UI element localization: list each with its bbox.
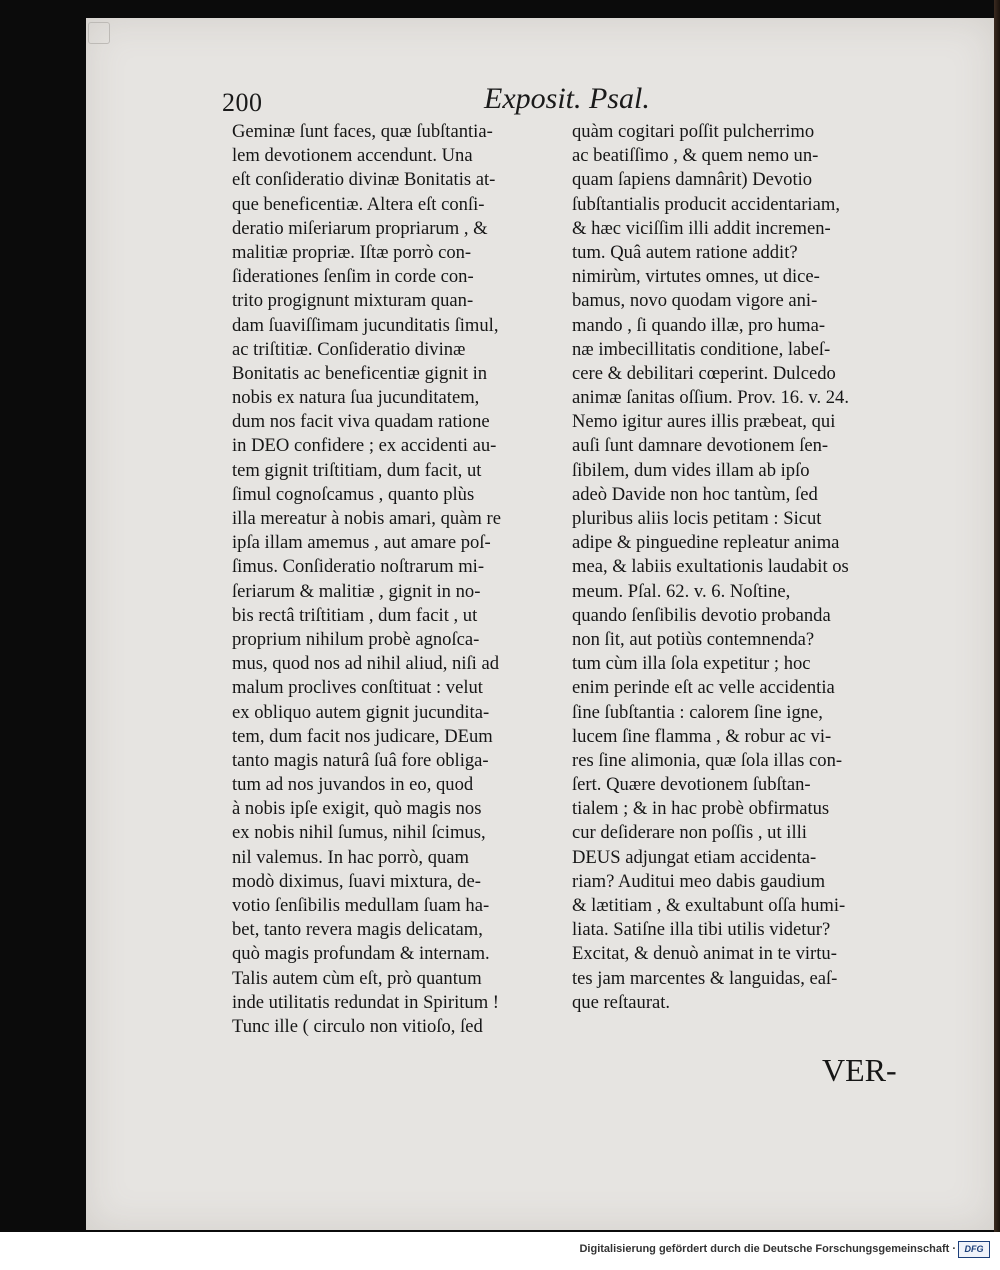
text-line: mea, & labiis exultationis laudabit os xyxy=(572,556,849,578)
text-line: quò magis profundam & internam. xyxy=(232,943,490,965)
text-line: ac triſtitiæ. Conſideratio divinæ xyxy=(232,338,466,360)
text-line: adipe & pinguedine repleatur anima xyxy=(572,532,840,554)
text-line: tem, dum facit nos judicare, DEum xyxy=(232,725,493,747)
text-line: bet, tanto revera magis delicatam, xyxy=(232,919,483,941)
text-line: deratio miſeriarum propriarum , & xyxy=(232,217,488,239)
text-line: DEUS adjungat etiam accidenta- xyxy=(572,846,817,868)
text-line: ac beatiſſimo , & quem nemo un- xyxy=(572,145,819,167)
text-line: Talis autem cùm eſt, prò quantum xyxy=(232,967,482,989)
text-line: votio ſenſibilis medullam ſuam ha- xyxy=(232,895,490,916)
text-line: ſeriarum & malitiæ , gignit in no- xyxy=(232,580,481,602)
text-line: ex nobis nihil ſumus, nihil ſcimus, xyxy=(232,822,486,844)
text-line: ipſa illam amemus , aut amare poſ- xyxy=(232,532,491,554)
text-line: ſubſtantialis producit accidentariam, xyxy=(572,193,840,215)
text-line: modò diximus, ſuavi mixtura, de- xyxy=(232,870,481,892)
text-line: cur deſiderare non poſſis , ut illi xyxy=(572,822,807,844)
text-line: mando , ſi quando illæ, pro huma- xyxy=(572,314,826,336)
text-line: malum proclives conſtituat : velut xyxy=(232,677,483,699)
text-line: tum. Quâ autem ratione addit? xyxy=(572,241,798,263)
text-line: non ſit, aut potiùs contemnenda? xyxy=(572,628,815,650)
right-text-column xyxy=(572,120,900,1015)
text-line: malitiæ propriæ. Iſtæ porrò con- xyxy=(232,241,472,263)
dfg-logo: DFG xyxy=(958,1241,990,1258)
text-line: quando ſenſibilis devotio probanda xyxy=(572,604,831,626)
text-line: auſi ſunt damnare devotionem ſen- xyxy=(572,435,829,457)
text-line: ſibilem, dum vides illam ab ipſo xyxy=(572,459,810,481)
text-line: bamus, novo quodam vigore ani- xyxy=(572,290,818,312)
text-line: tialem ; & in hac probè obfirmatus xyxy=(572,798,830,820)
text-line: & hæc viciſſim illi addit incremen- xyxy=(572,217,831,239)
text-line: adeò Davide non hoc tantùm, ſed xyxy=(572,483,818,505)
text-line: illa mereatur à nobis amari, quàm re xyxy=(232,508,501,529)
text-line: que beneficentiæ. Altera eſt conſi- xyxy=(232,193,485,215)
text-line: tum cùm illa ſola expetitur ; hoc xyxy=(572,653,811,675)
text-line: nobis ex natura ſua jucunditatem, xyxy=(232,387,480,409)
text-line: riam? Auditui meo dabis gaudium xyxy=(572,870,826,892)
text-line: Nemo igitur aures illis præbeat, qui xyxy=(572,411,836,433)
text-line: & lætitiam , & exultabunt oſſa humi- xyxy=(572,895,846,916)
digitization-footer xyxy=(0,1232,1000,1270)
text-line: trito progignunt mixturam quan- xyxy=(232,290,474,312)
text-line: quam ſapiens damnârit) Devotio xyxy=(572,169,813,191)
text-line: lucem ſine flamma , & robur ac vi- xyxy=(572,725,832,747)
text-line: in DEO confidere ; ex accidenti au- xyxy=(232,435,497,457)
text-line: ex obliquo autem gignit jucundita- xyxy=(232,701,490,723)
text-line: tanto magis naturâ ſuâ fore obliga- xyxy=(232,749,489,771)
text-line: bis rectâ triſtitiam , dum facit , ut xyxy=(232,604,478,626)
text-line: Excitat, & denuò animat in te virtu- xyxy=(572,943,837,965)
text-line: ſine ſubſtantia : calorem ſine igne, xyxy=(572,701,823,723)
text-line: à nobis ipſe exigit, quò magis nos xyxy=(232,798,482,820)
text-line: meum. Pſal. 62. v. 6. Noſtine, xyxy=(572,580,791,602)
catchword: VER- xyxy=(822,1052,897,1088)
text-line: enim perinde eſt ac velle accidentia xyxy=(572,677,835,699)
text-line: ſimul cognoſcamus , quanto plùs xyxy=(232,483,475,505)
text-line: dum nos facit viva quadam ratione xyxy=(232,411,490,433)
text-line: quàm cogitari poſſit pulcherrimo xyxy=(572,121,815,142)
text-line: ſimus. Conſideratio noſtrarum mi- xyxy=(232,556,485,578)
text-line: næ imbecillitatis conditione, labeſ- xyxy=(572,338,831,360)
text-line: res ſine alimonia, quæ ſola illas con- xyxy=(572,749,843,771)
text-line: que reſtaurat. xyxy=(572,991,671,1013)
text-line: tum ad nos juvandos in eo, quod xyxy=(232,774,474,796)
text-line: nimirùm, virtutes omnes, ut dice- xyxy=(572,266,820,288)
text-line: dam ſuaviſſimam jucunditatis ſimul, xyxy=(232,314,499,336)
text-line: proprium nihilum probè agnoſca- xyxy=(232,628,480,650)
text-line: Tunc ille ( circulo non vitioſo, ſed xyxy=(232,1015,483,1037)
text-line: lem devotionem accendunt. Una xyxy=(232,145,473,167)
page-number: 200 xyxy=(222,88,263,117)
page-header xyxy=(222,82,902,122)
text-line: liata. Satiſne illa tibi utilis videtur? xyxy=(572,919,831,941)
corner-mark xyxy=(88,22,110,44)
running-title: Exposit. Psal. xyxy=(484,82,650,115)
text-line: Bonitatis ac beneficentiæ gignit in xyxy=(232,362,488,384)
text-line: nil valemus. In hac porrò, quam xyxy=(232,846,470,868)
text-line: ſert. Quære devotionem ſubſtan- xyxy=(572,774,811,796)
text-line: eſt conſideratio divinæ Bonitatis at- xyxy=(232,169,496,191)
text-line: tes jam marcentes & languidas, eaſ- xyxy=(572,967,838,989)
text-line: tem gignit triſtitiam, dum facit, ut xyxy=(232,459,482,481)
page-edge xyxy=(994,0,1000,1232)
text-line: mus, quod nos ad nihil aliud, niſi ad xyxy=(232,653,500,675)
text-line: Geminæ ſunt faces, quæ ſubſtantia- xyxy=(232,121,493,142)
text-line: cere & debilitari cœperint. Dulcedo xyxy=(572,362,836,384)
funding-credit: Digitalisierung gefördert durch die Deutsche Forschungsgemeinschaft · xyxy=(579,1243,956,1255)
left-text-column xyxy=(232,120,562,1039)
text-line: animæ ſanitas oſſium. Prov. 16. v. 24. xyxy=(572,387,849,409)
text-line: ſiderationes ſenſim in corde con- xyxy=(232,266,474,288)
text-line: pluribus aliis locis petitam : Sicut xyxy=(572,508,822,529)
text-line: inde utilitatis redundat in Spiritum ! xyxy=(232,991,499,1013)
